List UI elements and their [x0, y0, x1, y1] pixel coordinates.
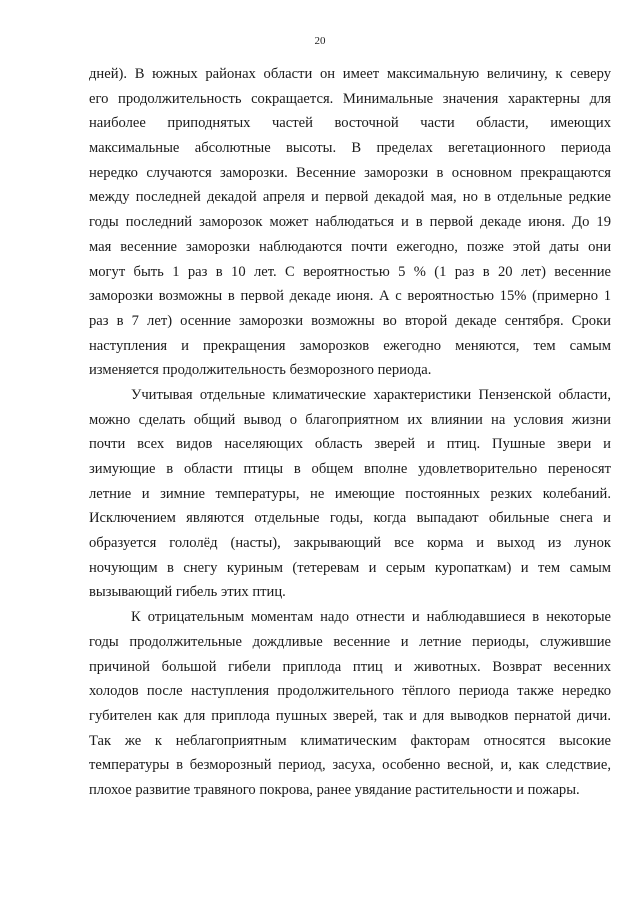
text-line: температуры в безморозный период, засуха, особенно весной, и, как следствие,: [89, 757, 611, 774]
text-line: образуется гололёд (насты), закрывающий все корма и выход из лунок: [89, 535, 611, 552]
text-line: изменяется продолжительность безморозного периода.: [89, 362, 432, 379]
text-line: раз в 7 лет) осенние заморозки возможны во второй декаде сентября. Сроки: [89, 312, 611, 329]
text-line: зимующие в области птицы в общем вполне удовлетворительно переносят: [89, 461, 611, 477]
text-line: причиной большой гибели приплода птиц и животных. Возврат весенних: [89, 658, 611, 675]
text-line: заморозки возможны в первой декаде июня. А с вероятностью 15% (примерно 1: [89, 288, 611, 305]
text-line: губителен как для приплода пушных зверей, так и для выводков пернатой дичи.: [89, 707, 611, 724]
text-line: годы последний заморозок может наблюдаться и в первой декаде июня. До 19: [89, 214, 611, 231]
text-line: годы продолжительные дождливые весенние и летние периоды, служившие: [89, 633, 611, 650]
page-number: 20: [314, 35, 326, 47]
paragraph-2: [89, 383, 611, 605]
paragraph-3: [89, 605, 611, 803]
text-line: ночующим в снегу куриным (тетеревам и серым куропаткам) и тем самым: [89, 559, 611, 576]
text-line: могут быть 1 раз в 10 лет. С вероятностью 5 % (1 раз в 20 лет) весенние: [89, 263, 611, 280]
text-line: его продолжительность сокращается. Минимальные значения характерны для: [89, 90, 611, 107]
text-line: мая весенние заморозки наблюдаются почти ежегодно, позже этой даты они: [89, 238, 611, 255]
text-line: можно сделать общий вывод о благоприятном их влиянии на условия жизни: [89, 411, 611, 428]
paragraph-1: [89, 62, 611, 383]
text-line: Исключением являются отдельные годы, когда выпадают обильные снега и: [89, 510, 611, 527]
text-line: почти всех видов населяющих область зверей и птиц. Пушные звери и: [89, 436, 611, 453]
text-line: между последней декадой апреля и первой декадой мая, но в отдельные редкие: [89, 189, 611, 206]
text-line: Так же к неблагоприятным климатическим факторам относятся высокие: [89, 732, 611, 749]
text-line: К отрицательным моментам надо отнести и наблюдавшиеся в некоторые: [131, 609, 611, 626]
text-line: нередко случаются заморозки. Весенние заморозки в основном прекращаются: [89, 164, 611, 181]
text-line: наступления и прекращения заморозков ежегодно меняются, тем самым: [89, 337, 611, 354]
text-line: Учитывая отдельные климатические характеристики Пензенской области,: [131, 386, 611, 403]
text-line: плохое развитие травяного покрова, ранее увядание растительности и пожары.: [89, 781, 580, 798]
text-line: максимальные абсолютные высоты. В пределах вегетационного периода: [89, 140, 611, 157]
text-line: дней). В южных районах области он имеет максимальную величину, к северу: [89, 66, 611, 82]
text-line: холодов после наступления продолжительного тёплого периода также нередко: [89, 683, 611, 700]
body-text: [89, 62, 611, 803]
text-line: наиболее приподнятых частей восточной части области, имеющих: [89, 115, 611, 132]
text-line: вызывающий гибель этих птиц.: [89, 584, 286, 601]
text-line: летние и зимние температуры, не имеющие постоянных резких колебаний.: [89, 485, 611, 502]
